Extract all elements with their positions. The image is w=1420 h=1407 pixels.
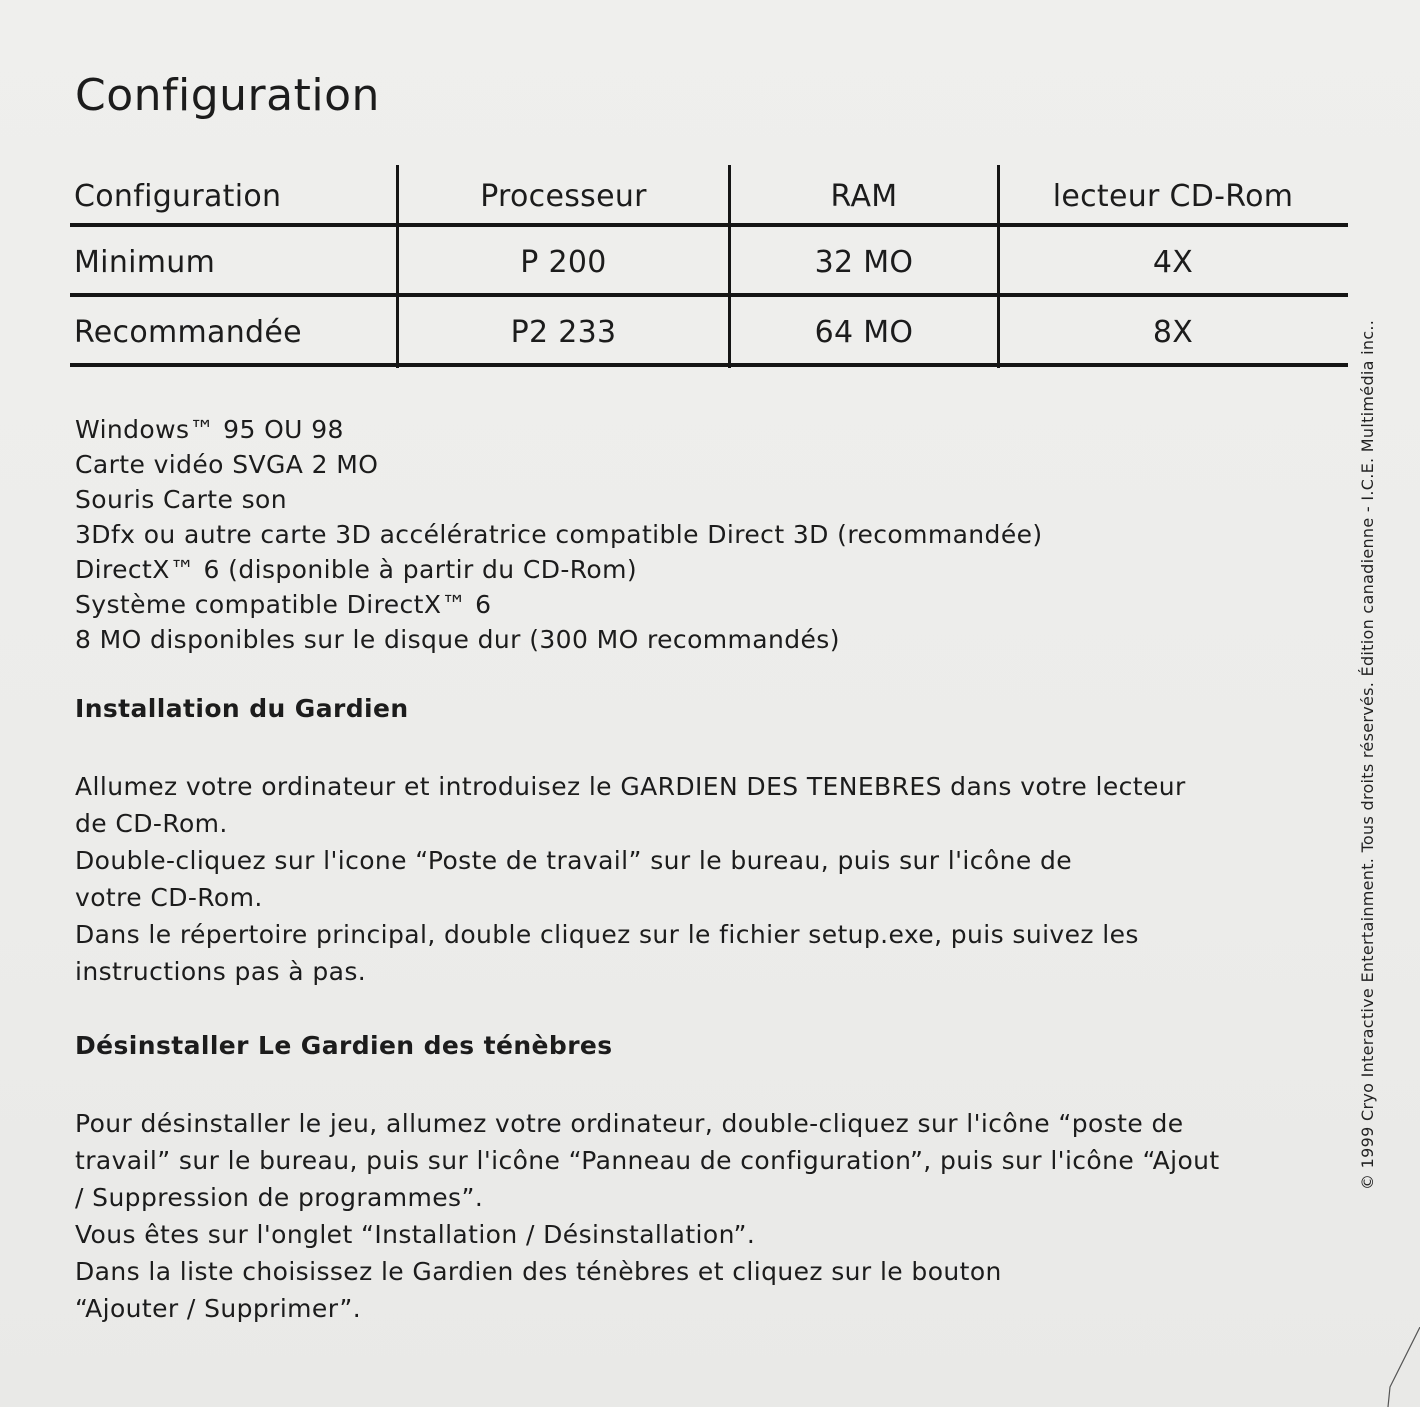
header-configuration: Configuration: [74, 178, 282, 214]
install-heading: Installation du Gardien: [75, 694, 409, 723]
cell-processor: P 200: [520, 244, 607, 280]
list-item: 3Dfx ou autre carte 3D accélératrice compatible Direct 3D (recommandée): [75, 520, 1043, 549]
spec-table: [70, 165, 1348, 367]
table-row: [70, 227, 1348, 297]
list-item: Carte vidéo SVGA 2 MO: [75, 450, 379, 479]
cell-ram: 32 MO: [814, 244, 914, 280]
row-label-minimum: Minimum: [74, 244, 216, 280]
header-cdrom: lecteur CD-Rom: [1052, 178, 1294, 214]
requirements-list: [75, 412, 1043, 657]
paragraph-line: “Ajouter / Supprimer”.: [75, 1294, 362, 1323]
page-corner-fold: [1380, 1327, 1420, 1407]
cell-cdrom: 8X: [1152, 314, 1194, 350]
uninstall-instructions: [75, 1105, 1335, 1327]
cell-ram: 64 MO: [814, 314, 914, 350]
paragraph-line: Dans la liste choisissez le Gardien des ténèbres et cliquez sur le bouton: [75, 1257, 1002, 1286]
paragraph-line: Double-cliquez sur l'icone “Poste de travail” sur le bureau, puis sur l'icône de: [75, 846, 1073, 875]
paragraph-line: Dans le répertoire principal, double cliquez sur le fichier setup.exe, puis suivez les: [75, 920, 1139, 949]
paragraph-line: instructions pas à pas.: [75, 957, 367, 986]
paragraph-line: / Suppression de programmes”.: [75, 1183, 484, 1212]
paragraph-line: travail” sur le bureau, puis sur l'icône “Panneau de configuration”, puis sur l'icône “Ajout: [75, 1146, 1220, 1175]
cell-processor: P2 233: [510, 314, 617, 350]
list-item: 8 MO disponibles sur le disque dur (300 MO recommandés): [75, 625, 840, 654]
table-column-divider: [997, 165, 1000, 368]
uninstall-heading: Désinstaller Le Gardien des ténèbres: [75, 1031, 613, 1060]
list-item: DirectX™ 6 (disponible à partir du CD-Rom): [75, 555, 638, 584]
paragraph-line: de CD-Rom.: [75, 809, 228, 838]
list-item: Système compatible DirectX™ 6: [75, 590, 492, 619]
table-header-row: [70, 165, 1348, 227]
table-column-divider: [728, 165, 731, 368]
paragraph-line: Allumez votre ordinateur et introduisez le GARDIEN DES TENEBRES dans votre lecteur: [75, 772, 1186, 801]
page-title: Configuration: [75, 70, 380, 121]
paragraph-line: Pour désinstaller le jeu, allumez votre ordinateur, double-cliquez sur l'icône “poste de: [75, 1109, 1184, 1138]
table-divider: [70, 363, 1348, 367]
paragraph-line: votre CD-Rom.: [75, 883, 263, 912]
row-label-recommended: Recommandée: [74, 314, 302, 350]
list-item: Souris Carte son: [75, 485, 287, 514]
table-row: [70, 297, 1348, 367]
table-column-divider: [396, 165, 399, 368]
header-ram: RAM: [830, 178, 898, 214]
install-instructions: [75, 768, 1335, 990]
copyright-credit: © 1999 Cryo Interactive Entertainment. Tous droits réservés. Édition canadienne - I.C.E. Multimédia inc..: [1358, 319, 1377, 1190]
cell-cdrom: 4X: [1152, 244, 1194, 280]
list-item: Windows™ 95 OU 98: [75, 415, 344, 444]
paragraph-line: Vous êtes sur l'onglet “Installation / Désinstallation”.: [75, 1220, 756, 1249]
header-processeur: Processeur: [480, 178, 647, 214]
